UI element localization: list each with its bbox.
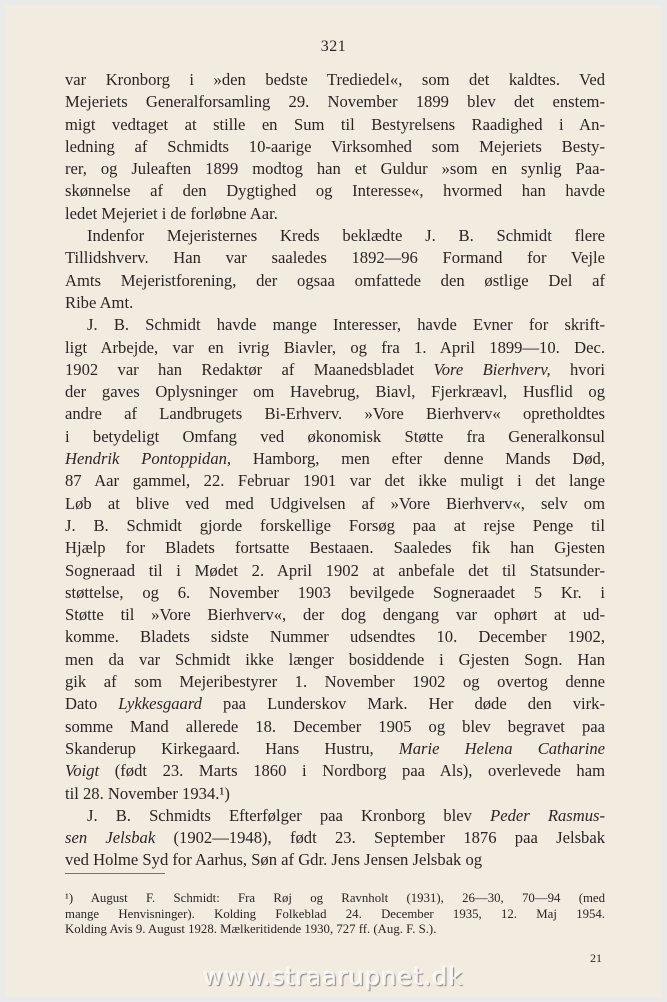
text-line [65,671,605,693]
text-run: Løb at blive ved med Udgivelsen af »Vore Bierhverv«, selv om [65,493,605,513]
text-line [65,270,605,292]
text-run: skønnelse af den Dygtighed og Interesse«, hvormed han havde [65,181,605,201]
italic-text: Peder Rasmus- [490,805,605,825]
text-line [65,292,605,314]
text-line [65,537,605,559]
italic-text: Lykkesgaard [118,694,202,714]
text-line [65,626,605,648]
text-line [65,359,605,381]
text-run: Ribe Amt. [65,292,134,312]
footnote-line: ¹) August F. Schmidt: Fra Røj og Ravnholt (1931), 26—30, 70—94 (med [65,891,605,905]
text-line [65,582,605,604]
text-run: gik af som Mejeribestyrer 1. November 1902 og overtog denne [65,672,605,692]
text-run: Støtte til »Vore Bierhverv«, der dog dengang var ophørt at ud- [65,605,605,625]
text-run: Tillidshverv. Han var saaledes 1892—96 Formand for Vejle [65,248,605,268]
text-line [65,760,605,782]
text-run: Skanderup Kirkegaard. Hans Hustru, [65,738,399,758]
text-line [65,493,605,515]
text-run: Hamborg, men efter denne Mands Død, [231,449,605,469]
text-line [65,783,605,805]
text-run: J. B. Schmidt havde mange Interesser, havde Evner for skrift- [87,315,605,335]
italic-text: Hendrik Pontoppidan, [65,449,232,469]
text-line [65,827,605,849]
text-line [65,114,605,136]
text-run: (født 23. Marts 1860 i Nordborg paa Als), overlevede ham [99,761,605,781]
text-line [65,716,605,738]
text-line [65,91,605,113]
text-line [65,337,605,359]
text-line [65,604,605,626]
text-line [65,470,605,492]
text-run: Amts Mejeristforening, der ogsaa omfattede den østlige Del af [65,270,605,290]
text-run: 87 Aar gammel, 22. Februar 1901 var det ikke muligt i det lange [65,471,605,491]
text-line [65,69,605,91]
text-run: ligt Arbejde, var en ivrig Biavler, og fra 1. April 1899—10. Dec. [65,337,605,357]
text-run: i betydeligt Omfang ved økonomisk Støtte fra Generalkonsul [65,426,605,446]
signature-mark: 21 [590,951,602,965]
text-run: rer, og Juleaften 1899 modtog han et Guldur »som en synlig Paa- [65,159,605,179]
text-run: J. B. Schmidts Efterfølger paa Kronborg blev [87,805,491,825]
footnote-line: Kolding Avis 9. August 1928. Mælkeritidende 1930, 727 ff. (Aug. F. S.). [65,922,437,937]
footnote-divider [65,873,165,874]
text-line [65,203,605,225]
text-run: til 28. November 1934.¹) [65,783,230,803]
text-line [65,849,605,871]
text-run: andre af Landbrugets Bi-Erhverv. »Vore Bierhverv« opretholdtes [65,404,605,424]
text-line [65,180,605,202]
text-line [65,136,605,158]
text-run: ved Holme Syd for Aarhus, Søn af Gdr. Jens Jensen Jelsbak og [65,850,483,870]
text-line [65,426,605,448]
text-run: paa Lunderskov Mark. Her døde den virk- [201,694,605,714]
body-text [65,69,605,872]
text-run: støttelse, og 6. November 1903 bevilgede Sogneraadet 5 Kr. i [65,582,605,602]
text-line [65,158,605,180]
text-run: ledet Mejeriet i de forløbne Aar. [65,203,278,223]
text-run: men da var Schmidt ikke længer bosiddende i Gjesten Sogn. Han [65,649,605,669]
text-run: migt vedtaget at stille en Sum til Bestyrelsens Raadighed i An- [65,114,605,134]
text-run: J. B. Schmidt gjorde forskellige Forsøg paa at rejse Penge til [65,515,605,535]
text-line [65,381,605,403]
text-line [65,403,605,425]
text-run: hvori [550,359,605,379]
text-run: der gaves Oplysninger om Havebrug, Biavl, Fjerkræavl, Husflid og [65,382,605,402]
text-run: Hjælp for Bladets fortsatte Bestaaen. Saaledes fik han Gjesten [65,538,605,558]
text-run: var Kronborg i »den bedste Trediedel«, som det kaldtes. Ved [65,70,605,89]
italic-text: Voigt [65,761,100,781]
text-run: 1902 var han Redaktør af Maanedsbladet [65,359,434,379]
text-line [65,247,605,269]
text-line [65,738,605,760]
text-run: somme Mand allerede 18. December 1905 og blev begravet paa [65,716,605,736]
text-run: Mejeriets Generalforsamling 29. November 1899 blev det enstem- [65,92,605,112]
text-line [65,693,605,715]
text-line [65,314,605,336]
text-line [65,560,605,582]
italic-text: Marie Helena Catharine [398,738,605,758]
text-run: komme. Bladets sidste Nummer udsendtes 10. December 1902, [65,627,605,647]
text-line [65,448,605,470]
text-run: Indenfor Mejeristernes Kreds beklædte J. B. Schmidt flere [87,226,605,246]
text-run: Dato [65,694,119,714]
watermark: www.straarupnet.dk [203,963,464,991]
text-line [65,225,605,247]
footnote-line: mange Henvisninger). Kolding Folkeblad 24. December 1935, 12. Maj 1954. [65,906,605,921]
text-run: ledning af Schmidts 10-aarige Virksomhed som Mejeriets Besty- [65,136,605,156]
italic-text: Vore Bierhverv, [433,359,551,379]
text-line [65,515,605,537]
italic-text: sen Jelsbak [65,828,156,848]
text-line [65,649,605,671]
text-run: (1902—1948), født 23. September 1876 paa Jelsbak [155,828,605,848]
text-line [65,805,605,827]
text-run: Sogneraad til i Mødet 2. April 1902 at anbefale det til Statsunder- [65,560,605,580]
footnote [65,891,605,938]
page-number: 321 [320,38,347,55]
